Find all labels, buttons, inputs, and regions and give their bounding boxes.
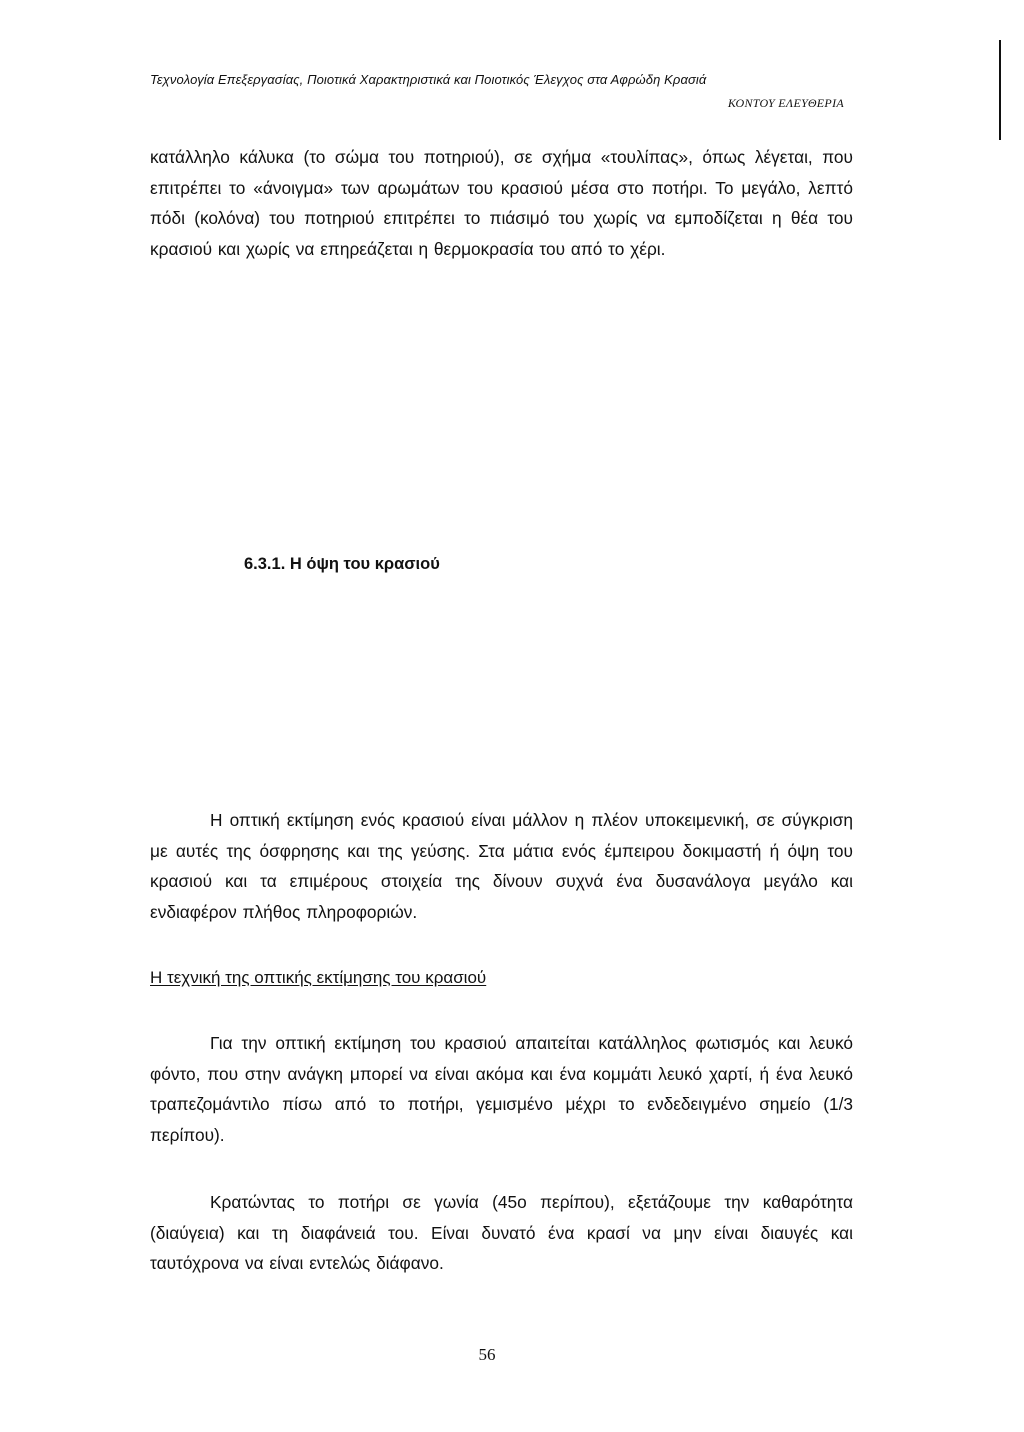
intro-paragraph: κατάλληλο κάλυκα (το σώμα του ποτηριού), σε σχήμα «τουλίπας», όπως λέγεται, που επιτρέπει το «άνοιγμα» των αρωμάτων του κρασιού μέσα στο ποτήρι. Το μεγάλο, λεπτό πόδι (κολόνα) του ποτηριού επιτρέπει το πιάσιμό του χωρίς να εμποδίζεται η θέα του κρασιού και χωρίς να επηρεάζεται η θερμοκρασία του από το χέρι. [150, 147, 853, 259]
tilt-text: Κρατώντας το ποτήρι σε γωνία (45ο περίπου), εξετάζουμε την καθαρότητα (διαύγεια) και τη διαφάνειά του. Είναι δυνατό ένα κρασί να μην είναι διαυγές και ταυτόχρονα να είναι εντελώς διάφανο. [150, 1192, 853, 1274]
lighting-text: Για την οπτική εκτίμηση του κρασιού απαιτείται κατάλληλος φωτισμός και λευκό φόντο, που στην ανάγκη μπορεί να είναι ακόμα και ένα κομμάτι λευκό χαρτί, ή ένα λευκό τραπεζομάντιλο πίσω από το ποτήρι, γεμισμένο μέχρι το ενδεδειγμένο σημείο (1/3 περίπου). [150, 1033, 853, 1145]
visual-assessment-text: Η οπτική εκτίμηση ενός κρασιού είναι μάλλον η πλέον υποκειμενική, σε σύγκριση με αυτές της όσφρησης και της γεύσης. Στα μάτια ενός έμπειρου δοκιμαστή ή όψη του κρασιού και τα επιμέρους στοιχεία της δίνουν συχνά ένα δυσανάλογα μεγάλο και ενδιαφέρον πλήθος πληροφοριών. [150, 810, 853, 922]
margin-rule [999, 40, 1001, 140]
visual-assessment-paragraph [150, 805, 853, 927]
lighting-paragraph [150, 1028, 853, 1150]
page-number: 56 [478, 1345, 496, 1364]
running-header-title: Τεχνολογία Επεξεργασίας, Ποιοτικά Χαρακτηριστικά και Ποιοτικός Έλεγχος στα Αφρώδη Κρασιά [150, 72, 707, 87]
tilt-paragraph [150, 1187, 853, 1279]
technique-subheading: Η τεχνική της οπτικής εκτίμησης του κρασιού [150, 968, 487, 987]
section-heading: 6.3.1. Η όψη του κρασιού [244, 555, 440, 573]
running-header-author: ΚΟΝΤΟΥ ΕΛΕΥΘΕΡΙΑ [727, 96, 844, 110]
